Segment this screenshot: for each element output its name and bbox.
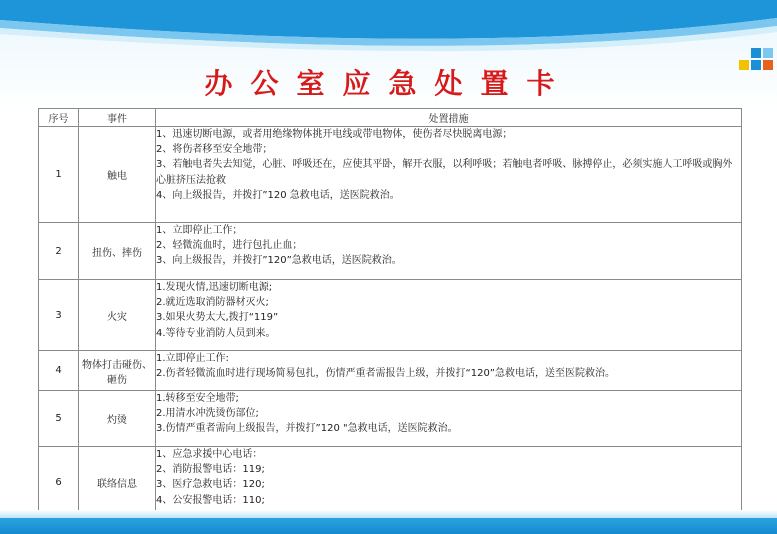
measure-line: 1、迅速切断电源，或者用绝缘物体挑开电线或带电物体，使伤者尽快脱离电源； bbox=[156, 129, 513, 140]
row-event: 火灾 bbox=[79, 280, 156, 351]
row-number: 3 bbox=[39, 280, 79, 351]
table-row bbox=[39, 391, 742, 447]
header-event: 事件 bbox=[79, 109, 156, 127]
emergency-table bbox=[38, 108, 742, 519]
row-number: 5 bbox=[39, 391, 79, 447]
header-swoosh bbox=[0, 0, 777, 60]
measure-line: 1.转移至安全地带; bbox=[156, 393, 239, 404]
measure-line: 2.伤者轻微流血时进行现场简易包扎，伤情严重者需报告上级，并拨打“120”急救电话，送至医院救治。 bbox=[156, 368, 615, 380]
row-measures bbox=[156, 280, 742, 351]
measure-line: 1、应急求援中心电话： bbox=[156, 449, 263, 460]
measure-line: 3、医疗急救电话：120; bbox=[156, 479, 265, 491]
measure-line: 3、若触电者失去知觉，心脏、呼吸还在，应使其平卧，解开衣服，以利呼吸；若触电者呼吸、脉搏停止，必须实施人工呼吸或胸外心脏挤压法抢救 bbox=[156, 159, 733, 186]
measure-line: 3.如果火势太大,拨打“119” bbox=[156, 312, 279, 324]
measure-line: 2.就近选取消防器材灭火; bbox=[156, 297, 269, 309]
measure-line: 2、消防报警电话：119; bbox=[156, 464, 265, 476]
footer-highlight bbox=[0, 510, 777, 518]
row-measures bbox=[156, 127, 742, 223]
header-measures: 处置措施 bbox=[156, 109, 742, 127]
measure-line: 1.立即停止工作: bbox=[156, 353, 229, 364]
row-number: 1 bbox=[39, 127, 79, 223]
measure-line: 3、向上级报告，并拨打”120”急救电话，送医院救治。 bbox=[156, 255, 402, 267]
row-measures bbox=[156, 391, 742, 447]
row-event: 灼烫 bbox=[79, 391, 156, 447]
measure-line: 4.等待专业消防人员到来。 bbox=[156, 327, 276, 339]
row-number: 2 bbox=[39, 223, 79, 280]
row-measures bbox=[156, 351, 742, 391]
measure-line: 2、将伤者移至安全地带； bbox=[156, 144, 273, 156]
row-number: 6 bbox=[39, 447, 79, 519]
measure-line: 1、立即停止工作； bbox=[156, 225, 243, 236]
table-header-row bbox=[39, 109, 742, 127]
measure-line: 1.发现火情,迅速切断电源; bbox=[156, 282, 273, 293]
table-row bbox=[39, 351, 742, 391]
row-number: 4 bbox=[39, 351, 79, 391]
measure-line: 2、轻微流血时，进行包扎止血； bbox=[156, 240, 303, 252]
table-row bbox=[39, 127, 742, 223]
measure-line: 4、公安报警电话：110; bbox=[156, 494, 265, 506]
row-event: 扭伤、摔伤 bbox=[79, 223, 156, 280]
measure-line: 2.用清水冲洗烫伤部位; bbox=[156, 408, 259, 420]
measure-line: 4、向上级报告，并拨打”120 急救电话，送医院救治。 bbox=[156, 189, 400, 201]
measure-line: 3.伤情严重者需向上级报告，并拨打”120 "急救电话，送医院救治。 bbox=[156, 423, 458, 435]
row-event: 联络信息 bbox=[79, 447, 156, 519]
page-title: 办公室应急处置卡 bbox=[204, 67, 573, 100]
header-number: 序号 bbox=[39, 109, 79, 127]
table-row bbox=[39, 280, 742, 351]
row-event: 触电 bbox=[79, 127, 156, 223]
row-measures bbox=[156, 447, 742, 519]
table-row bbox=[39, 223, 742, 280]
table-row bbox=[39, 447, 742, 519]
footer-band bbox=[0, 518, 777, 534]
row-measures bbox=[156, 223, 742, 280]
row-event: 物体打击碰伤、砸伤 bbox=[79, 351, 156, 391]
